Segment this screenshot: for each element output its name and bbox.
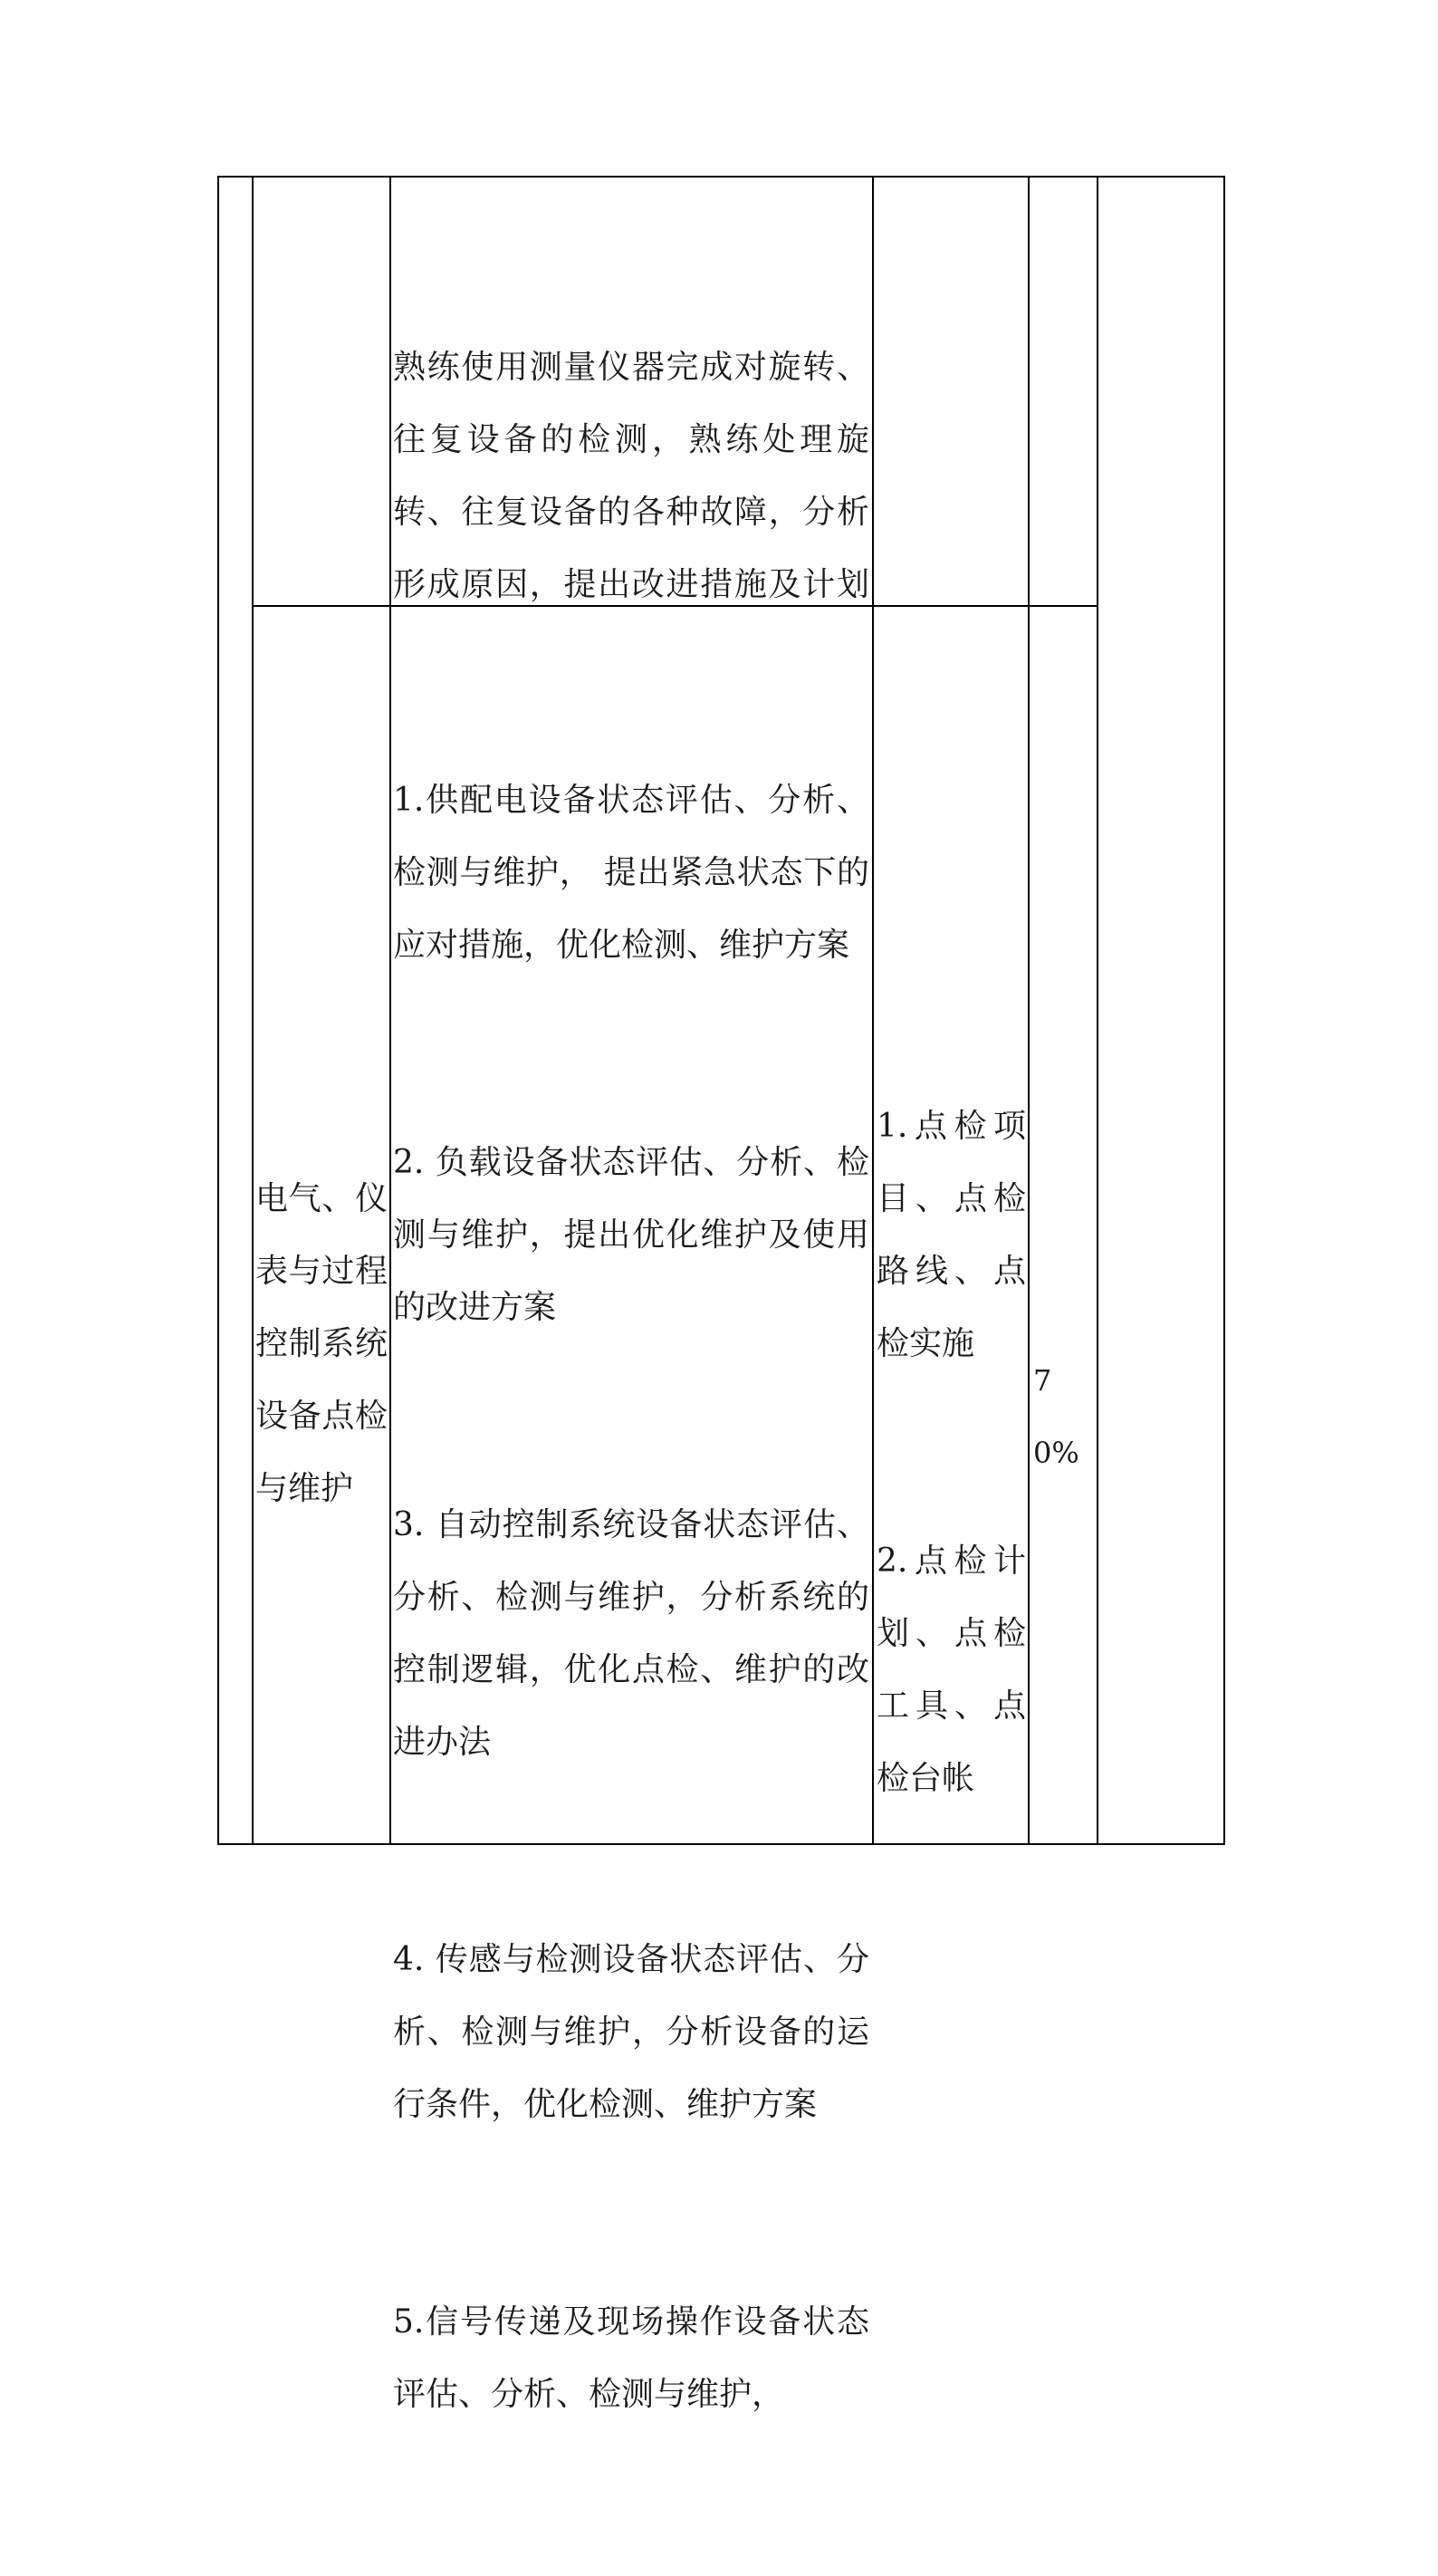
row2-item-cell [255,1018,388,1670]
row1-content-text: 熟练使用测量仪器完成对旋转、往复设备的检测，熟练处理旋转、往复设备的各种故障，分析形成原因，提出改进措施及计划 [393,349,869,603]
column-divider-3 [872,176,874,1845]
row2-points-item-1: 1.点检项目、点检路线、点检实施 [877,1108,1026,1362]
row2-content-item-4: 4. 传感与检测设备状态评估、分析、检测与维护，分析设备的运行条件，优化检测、维护方案 [393,1941,869,2123]
row2-content-item-1: 1.供配电设备状态评估、分析、检测与维护， 提出紧急状态下的应对措施，优化检测、维护方案 [393,782,869,964]
row2-content-cell [393,620,869,2576]
row2-points-item-2: 2.点检计划、点检工具、点检台帐 [877,1543,1026,1797]
column-divider-5 [1097,176,1098,1845]
row2-content-item-5: 5.信号传递及现场操作设备状态评估、分析、检测与维护， [393,2303,869,2413]
column-divider-4 [1028,176,1030,1845]
table-border-left [217,176,219,1845]
row2-weight-text: 70% [1033,1363,1079,1470]
row2-content-item-3: 3. 自动控制系统设备状态评估、分析、检测与维护，分析系统的控制逻辑，优化点检、维护的改进办法 [393,1506,869,1761]
column-divider-1 [252,176,254,1845]
table-border-top [217,176,1225,178]
row2-item-text: 电气、仪表与过程控制系统设备点检与维护 [255,1180,388,1507]
row2-points-cell [877,946,1026,1960]
row2-weight-cell [1033,1199,1095,1634]
row2-content-item-2: 2. 负载设备状态评估、分析、检测与维护，提出优化维护及使用的改进方案 [393,1144,869,1326]
column-divider-2 [389,176,391,1845]
table-border-right [1223,176,1225,1845]
